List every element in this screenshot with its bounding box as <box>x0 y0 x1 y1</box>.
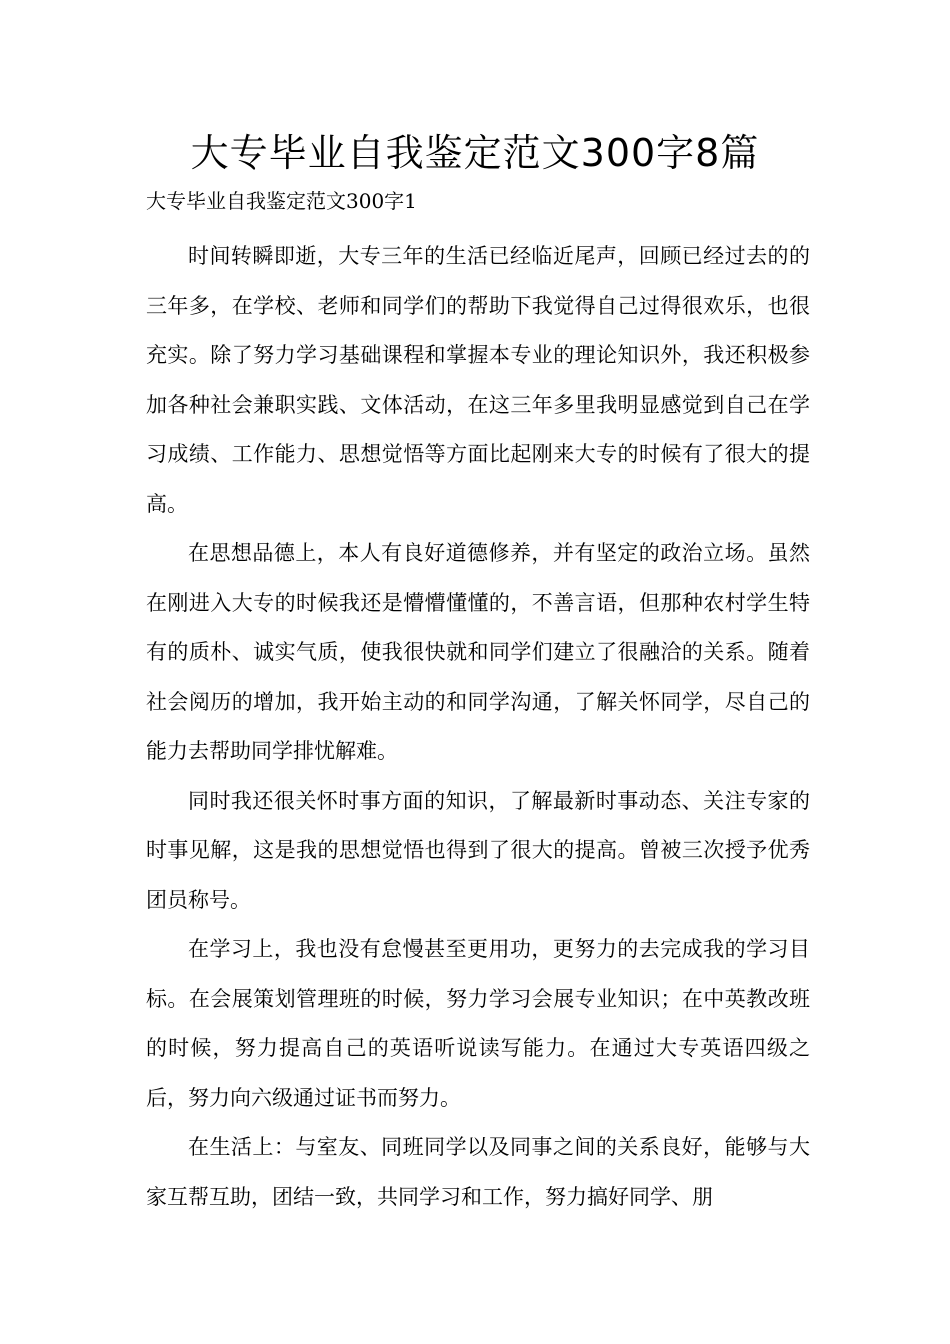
paragraph: 时间转瞬即逝，大专三年的生活已经临近尾声，回顾已经过去的的三年多，在学校、老师和同学们的帮助下我觉得自己过得很欢乐，也很充实。除了努力学习基础课程和掌握本专业的理论知识外，我还积极参加各种社会兼职实践、文体活动，在这三年多里我明显感觉到自己在学习成绩、工作能力、思想觉悟等方面比起刚来大专的时候有了很大的提高。 <box>146 244 810 516</box>
section-heading: 大专毕业自我鉴定范文300字1 <box>146 189 417 213</box>
document-body <box>146 232 810 1222</box>
paragraph: 在生活上：与室友、同班同学以及同事之间的关系良好，能够与大家互帮互助，团结一致，共同学习和工作，努力搞好同学、朋 <box>146 1135 810 1209</box>
document-title: 大专毕业自我鉴定范文300字8篇 <box>190 131 760 175</box>
paragraph: 同时我还很关怀时事方面的知识，了解最新时事动态、关注专家的时事见解，这是我的思想觉悟也得到了很大的提高。曾被三次授予优秀团员称号。 <box>146 788 810 912</box>
paragraph: 在学习上，我也没有怠慢甚至更用功，更努力的去完成我的学习目标。在会展策划管理班的时候，努力学习会展专业知识；在中英教改班的时候，努力提高自己的英语听说读写能力。在通过大专英语四级之后，努力向六级通过证书而努力。 <box>146 937 810 1110</box>
paragraph: 在思想品德上，本人有良好道德修养，并有坚定的政治立场。虽然在刚进入大专的时候我还是懵懵懂懂的，不善言语，但那种农村学生特有的质朴、诚实气质，使我很快就和同学们建立了很融洽的关系。随着社会阅历的增加，我开始主动的和同学沟通，了解关怀同学，尽自己的能力去帮助同学排忧解难。 <box>146 541 810 763</box>
